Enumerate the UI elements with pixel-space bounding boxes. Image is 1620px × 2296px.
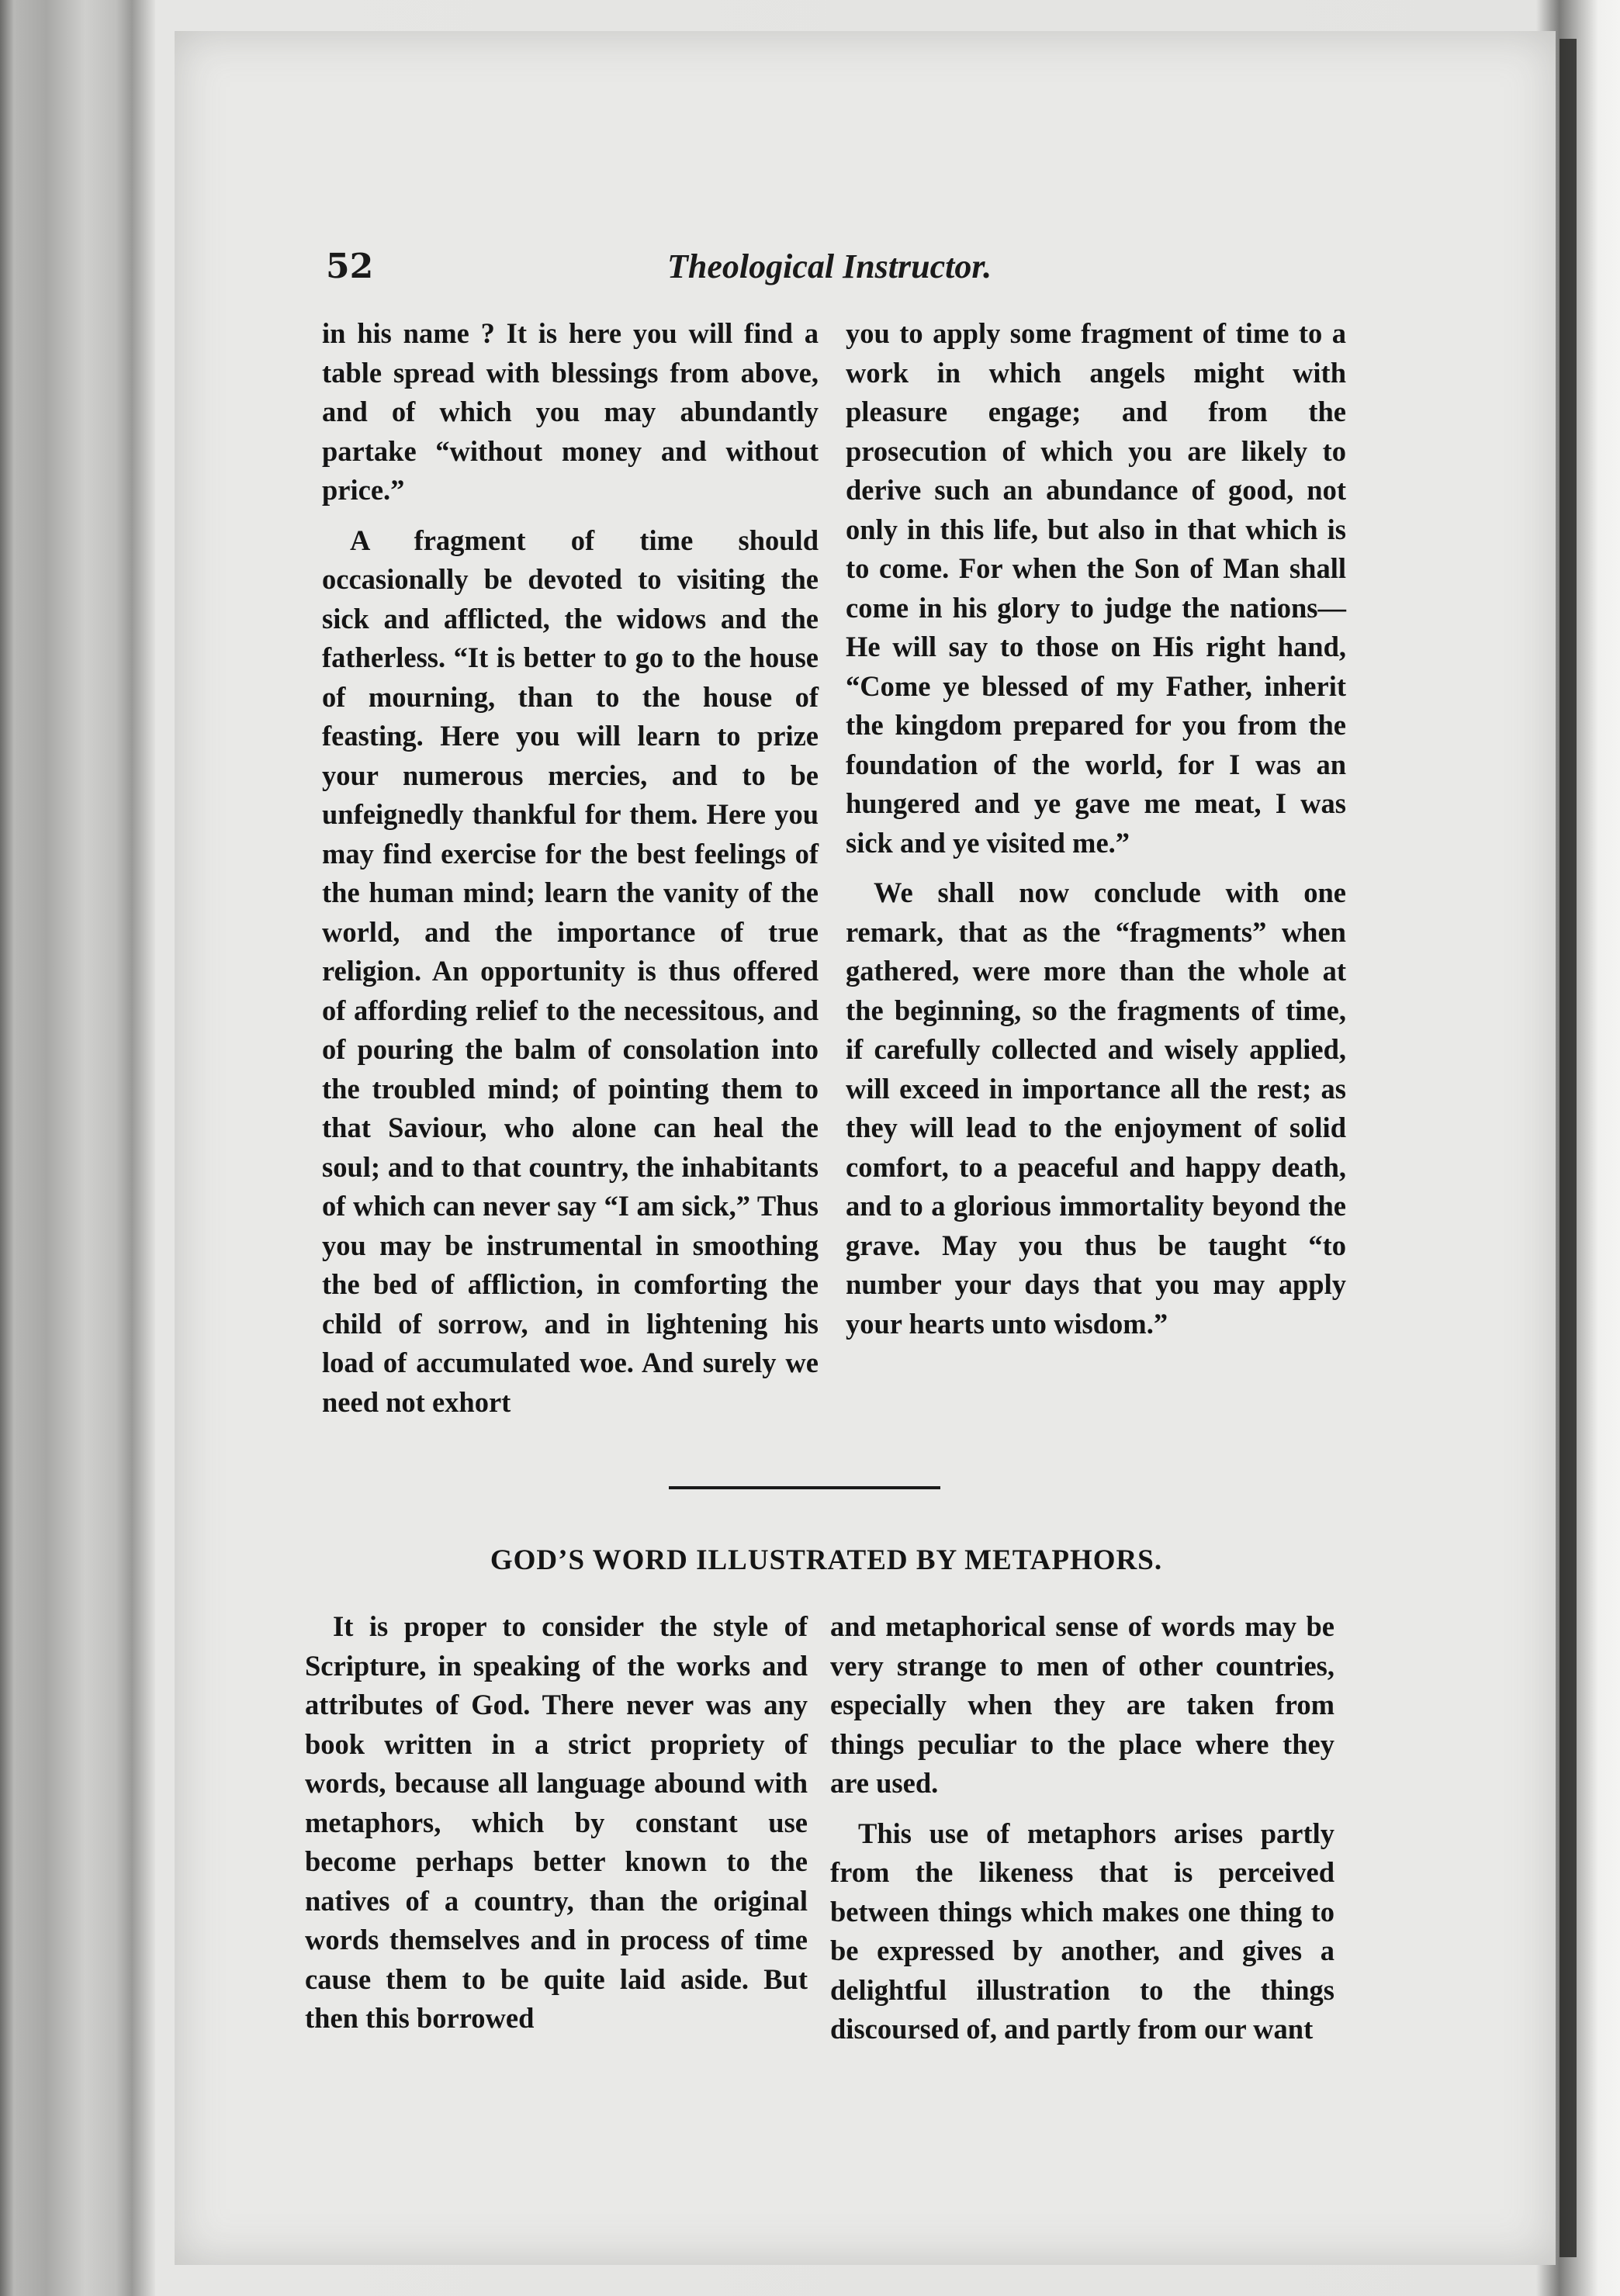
paragraph: you to apply some fragment of time to a work in which angels might with pleasure engage; and from the prosecution of which you are likely to derive such an abundance of good, not only in this life, but also in that which is to come. For when the Son of Man shall come in his glory to judge the nations—He will say to those on His right hand, “Come ye blessed of my Father, inherit the kingdom prepared for you from the foundation of the world, for I was an hungered and ye gave me meat, I was sick and ye visited me.”	[846, 317, 1346, 859]
top-right-column	[846, 314, 1346, 1354]
bottom-left-column	[305, 1607, 808, 2049]
paragraph: We shall now conclude with one remark, that as the “fragments” when gathered, were more than the whole at the beginning, so the fragments of time, if carefully collected and wisely applied, will exceed in importance all the rest; as they will lead to the enjoyment of solid comfort, to a peaceful and happy death, and to a glorious immortality beyond the grave. May you thus be taught “to number your days that you may apply your hearts unto wisdom.”	[846, 877, 1346, 1340]
book-spine-edge	[0, 0, 155, 2296]
section-heading: GOD’S WORD ILLUSTRATED BY METAPHORS.	[490, 1544, 1163, 1576]
top-left-column	[322, 314, 819, 1433]
paragraph: A fragment of time should occasionally be devoted to visiting the sick and afflicted, the widows and the fatherless. “It is better to go to the house of mourning, than to the house of feasting. Here you will learn to prize your numerous mercies, and to be unfeignedly thankful for them. Here you may find exercise for the best feelings of the human mind; learn the vanity of the world, and the importance of true religion. An opportunity is thus offered of affording relief to the necessitous, and of pouring the balm of consolation into the troubled mind; of pointing them to that Saviour, who alone can heal the soul; and to that country, the inhabitants of which can never say “I am sick,” Thus you may be instrumental in smoothing the bed of affliction, in comforting the child of sorrow, and in lightening his load of accumulated woe. And surely we need not exhort	[322, 524, 819, 1418]
paragraph: and metaphorical sense of words may be very strange to men of other countries, especially when they are taken from things peculiar to the place where they are used.	[830, 1610, 1334, 1799]
running-title: Theological Instructor.	[667, 247, 992, 285]
bottom-right-column	[830, 1607, 1334, 2060]
paragraph: It is proper to consider the style of Scripture, in speaking of the works and attributes of God. There never was any book written in a strict propriety of words, because all language abound with metaphors, which by constant use become perhaps better known to the natives of a country, than the original words themselves and in process of time cause them to be quite laid aside. But then this borrowed	[305, 1610, 808, 2034]
paragraph: in his name ? It is here you will find a table spread with blessings from above, and of which you may abundantly partake “without money and without price.”	[322, 317, 819, 506]
paragraph: This use of metaphors arises partly from the likeness that is perceived between things which makes one thing to be expressed by another, and gives a delightful illustration to the things discoursed of, and partly from our want	[830, 1817, 1334, 2045]
section-divider	[669, 1486, 940, 1489]
running-head	[326, 247, 1350, 293]
page-number: 52	[326, 247, 374, 286]
page-edge-shadow	[1559, 39, 1577, 2257]
